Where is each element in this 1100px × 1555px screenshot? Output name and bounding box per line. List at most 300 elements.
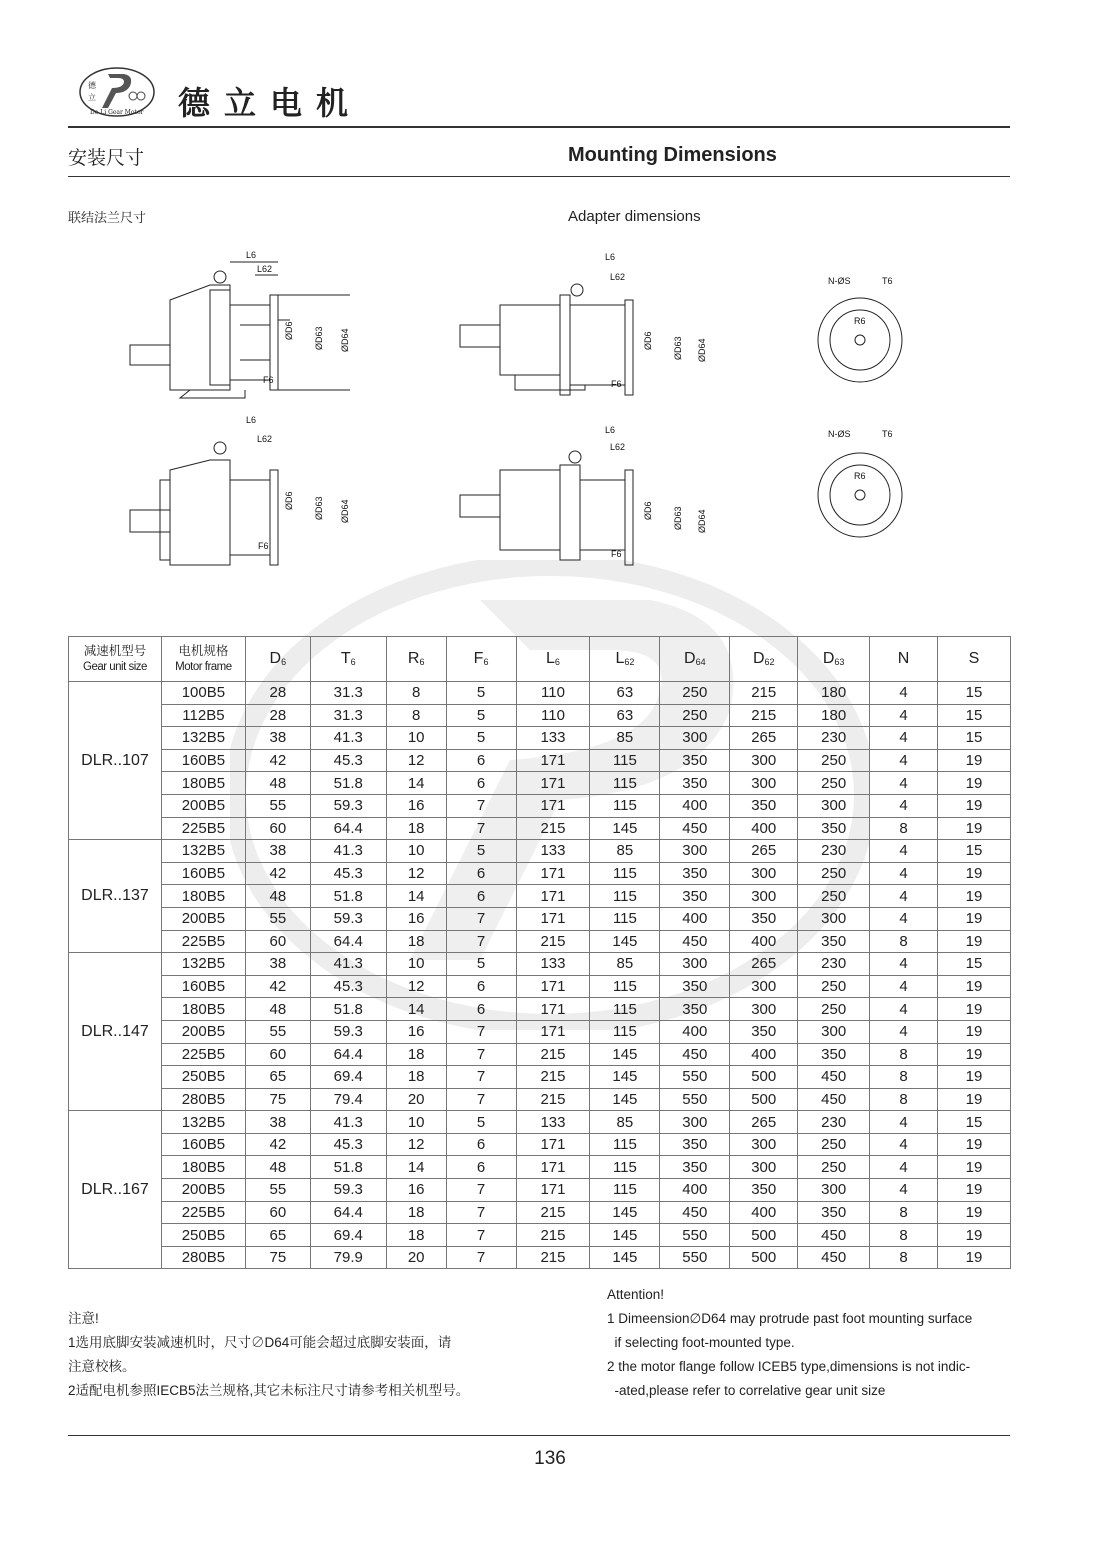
table-cell: 48	[245, 1156, 310, 1179]
table-cell: 400	[730, 817, 798, 840]
footer-divider	[68, 1435, 1010, 1436]
table-cell: 65	[245, 1066, 310, 1089]
table-cell: 171	[516, 1179, 590, 1202]
table-cell: 48	[245, 772, 310, 795]
column-header-subscript: 6	[350, 657, 356, 667]
table-cell: 115	[590, 1179, 660, 1202]
table-cell: 10	[386, 953, 446, 976]
table-cell: 300	[730, 1133, 798, 1156]
table-cell: 4	[870, 727, 938, 750]
table-cell: 60	[245, 817, 310, 840]
table-cell: 400	[660, 1179, 730, 1202]
svg-text:ØD63: ØD63	[314, 326, 324, 350]
table-cell: 300	[660, 953, 730, 976]
table-row	[69, 862, 1011, 885]
table-cell: 10	[386, 1111, 446, 1134]
table-cell: 4	[870, 953, 938, 976]
table-cell: 64.4	[310, 1201, 386, 1224]
table-cell: 8	[870, 1088, 938, 1111]
table-cell: 19	[938, 794, 1011, 817]
table-cell: 19	[938, 1224, 1011, 1247]
motor-frame-cell: 160B5	[161, 862, 245, 885]
svg-text:立: 立	[88, 93, 96, 102]
table-cell: 350	[730, 907, 798, 930]
table-cell: 6	[446, 998, 516, 1021]
table-row	[69, 1043, 1011, 1066]
notes-en-line: 2 the motor flange follow ICEB5 type,dimensions is not indic-	[607, 1359, 971, 1374]
table-cell: 171	[516, 772, 590, 795]
table-cell: 14	[386, 1156, 446, 1179]
table-cell: 85	[590, 953, 660, 976]
table-cell: 55	[245, 1179, 310, 1202]
motor-frame-cell: 160B5	[161, 749, 245, 772]
table-cell: 41.3	[310, 953, 386, 976]
table-cell: 4	[870, 975, 938, 998]
table-cell: 18	[386, 817, 446, 840]
motor-frame-cell: 180B5	[161, 998, 245, 1021]
table-cell: 171	[516, 1020, 590, 1043]
table-cell: 28	[245, 682, 310, 705]
svg-text:L62: L62	[257, 264, 273, 274]
table-cell: 6	[446, 772, 516, 795]
table-cell: 16	[386, 1020, 446, 1043]
table-cell: 300	[730, 975, 798, 998]
column-header-cn: 减速机型号	[83, 644, 147, 658]
svg-text:L6: L6	[605, 252, 616, 262]
column-header	[161, 637, 245, 682]
table-cell: 171	[516, 975, 590, 998]
table-cell: 250	[660, 682, 730, 705]
adapter-drawings	[120, 240, 920, 580]
table-cell: 5	[446, 1111, 516, 1134]
table-cell: 4	[870, 1020, 938, 1043]
table-cell: 65	[245, 1224, 310, 1247]
table-cell: 115	[590, 885, 660, 908]
svg-text:De Li Gear Motor: De Li Gear Motor	[90, 109, 144, 116]
table-cell: 7	[446, 1020, 516, 1043]
svg-text:ØD63: ØD63	[314, 496, 324, 520]
table-cell: 171	[516, 862, 590, 885]
table-row	[69, 1201, 1011, 1224]
column-header	[590, 637, 660, 682]
table-cell: 16	[386, 1179, 446, 1202]
table-cell: 64.4	[310, 817, 386, 840]
table-cell: 5	[446, 840, 516, 863]
table-cell: 250	[798, 975, 870, 998]
column-header-label: T	[340, 650, 351, 667]
table-cell: 8	[870, 1043, 938, 1066]
table-cell: 55	[245, 1020, 310, 1043]
table-row	[69, 1133, 1011, 1156]
column-header	[870, 637, 938, 682]
table-cell: 115	[590, 749, 660, 772]
column-header	[938, 637, 1011, 682]
motor-frame-cell: 250B5	[161, 1066, 245, 1089]
table-cell: 15	[938, 727, 1011, 750]
table-cell: 7	[446, 794, 516, 817]
drawing-flange-mounted	[460, 425, 707, 565]
table-cell: 4	[870, 794, 938, 817]
table-cell: 4	[870, 998, 938, 1021]
table-cell: 19	[938, 817, 1011, 840]
table-cell: 550	[660, 1224, 730, 1247]
table-cell: 7	[446, 1066, 516, 1089]
dimensions-table	[68, 636, 1011, 1269]
svg-text:L6: L6	[246, 250, 257, 260]
table-cell: 7	[446, 1224, 516, 1247]
column-header	[310, 637, 386, 682]
column-header-subscript: 6	[554, 657, 560, 667]
column-header	[386, 637, 446, 682]
column-header-en: Gear unit size	[83, 661, 147, 673]
table-cell: 215	[730, 682, 798, 705]
column-header-subscript: 6	[419, 657, 425, 667]
notes-cn-line: 注意校核。	[68, 1359, 136, 1374]
table-cell: 41.3	[310, 1111, 386, 1134]
svg-text:L62: L62	[257, 434, 273, 444]
table-cell: 230	[798, 953, 870, 976]
table-cell: 215	[516, 1224, 590, 1247]
notes-en-line: -ated,please refer to correlative gear unit size	[607, 1383, 886, 1398]
table-cell: 215	[516, 930, 590, 953]
table-cell: 6	[446, 1133, 516, 1156]
table-cell: 14	[386, 885, 446, 908]
table-cell: 171	[516, 998, 590, 1021]
table-cell: 42	[245, 862, 310, 885]
table-cell: 300	[660, 840, 730, 863]
table-cell: 350	[660, 749, 730, 772]
table-cell: 350	[730, 1020, 798, 1043]
motor-frame-cell: 200B5	[161, 794, 245, 817]
table-cell: 145	[590, 1246, 660, 1269]
table-cell: 350	[660, 862, 730, 885]
notes-cn-line: 2适配电机参照IECB5法兰规格,其它未标注尺寸请参考相关机型号。	[68, 1383, 470, 1398]
table-cell: 7	[446, 1246, 516, 1269]
column-header	[69, 637, 162, 682]
table-cell: 250	[798, 749, 870, 772]
table-cell: 7	[446, 930, 516, 953]
table-cell: 12	[386, 1133, 446, 1156]
table-cell: 230	[798, 727, 870, 750]
table-cell: 550	[660, 1088, 730, 1111]
table-cell: 110	[516, 682, 590, 705]
table-cell: 7	[446, 1201, 516, 1224]
table-cell: 115	[590, 998, 660, 1021]
table-cell: 8	[870, 817, 938, 840]
table-cell: 55	[245, 794, 310, 817]
table-cell: 10	[386, 727, 446, 750]
column-header-subscript: 63	[834, 657, 845, 667]
table-cell: 4	[870, 1156, 938, 1179]
table-cell: 230	[798, 1111, 870, 1134]
table-cell: 51.8	[310, 772, 386, 795]
column-header-subscript: 64	[695, 657, 706, 667]
table-cell: 51.8	[310, 998, 386, 1021]
table-cell: 60	[245, 930, 310, 953]
motor-frame-cell: 160B5	[161, 1133, 245, 1156]
svg-text:N-ØS: N-ØS	[828, 276, 851, 286]
table-cell: 300	[730, 885, 798, 908]
table-cell: 7	[446, 1043, 516, 1066]
table-cell: 19	[938, 930, 1011, 953]
table-cell: 4	[870, 682, 938, 705]
table-cell: 19	[938, 1088, 1011, 1111]
motor-frame-cell: 180B5	[161, 1156, 245, 1179]
column-header	[446, 637, 516, 682]
notes-en-line: 1 Dimeension∅D64 may protrude past foot mounting surface	[607, 1311, 973, 1326]
table-cell: 215	[730, 704, 798, 727]
table-cell: 48	[245, 885, 310, 908]
column-header	[798, 637, 870, 682]
table-cell: 250	[798, 998, 870, 1021]
table-cell: 300	[660, 1111, 730, 1134]
table-cell: 16	[386, 907, 446, 930]
table-cell: 20	[386, 1088, 446, 1111]
table-cell: 500	[730, 1246, 798, 1269]
table-cell: 350	[798, 1201, 870, 1224]
header-divider	[68, 126, 1010, 128]
table-row	[69, 1224, 1011, 1247]
table-cell: 45.3	[310, 1133, 386, 1156]
table-row	[69, 953, 1011, 976]
table-cell: 500	[730, 1088, 798, 1111]
table-cell: 265	[730, 953, 798, 976]
table-cell: 4	[870, 704, 938, 727]
table-cell: 63	[590, 704, 660, 727]
table-cell: 115	[590, 862, 660, 885]
svg-text:L62: L62	[610, 442, 626, 452]
table-cell: 215	[516, 1088, 590, 1111]
table-cell: 8	[386, 704, 446, 727]
subtitle-en: Adapter dimensions	[568, 208, 701, 225]
table-cell: 19	[938, 749, 1011, 772]
table-header-row	[69, 637, 1011, 682]
table-cell: 19	[938, 1201, 1011, 1224]
svg-text:T6: T6	[882, 429, 893, 439]
table-cell: 350	[798, 1043, 870, 1066]
table-cell: 115	[590, 794, 660, 817]
table-cell: 55	[245, 907, 310, 930]
table-cell: 133	[516, 840, 590, 863]
table-row	[69, 975, 1011, 998]
table-cell: 171	[516, 749, 590, 772]
svg-text:ØD6: ØD6	[643, 501, 653, 520]
table-cell: 115	[590, 1020, 660, 1043]
table-cell: 4	[870, 885, 938, 908]
table-cell: 550	[660, 1066, 730, 1089]
table-cell: 20	[386, 1246, 446, 1269]
table-cell: 300	[730, 749, 798, 772]
svg-text:ØD6: ØD6	[284, 321, 294, 340]
table-cell: 450	[660, 930, 730, 953]
table-cell: 19	[938, 772, 1011, 795]
table-cell: 85	[590, 727, 660, 750]
table-cell: 19	[938, 1246, 1011, 1269]
svg-text:ØD64: ØD64	[340, 328, 350, 352]
notes-en-line: if selecting foot-mounted type.	[607, 1335, 795, 1350]
table-cell: 400	[730, 930, 798, 953]
table-cell: 85	[590, 840, 660, 863]
table-cell: 45.3	[310, 975, 386, 998]
table-row	[69, 930, 1011, 953]
column-header-label: L	[615, 650, 625, 667]
table-cell: 4	[870, 749, 938, 772]
table-cell: 400	[660, 907, 730, 930]
motor-frame-cell: 132B5	[161, 1111, 245, 1134]
table-cell: 8	[870, 1066, 938, 1089]
motor-frame-cell: 132B5	[161, 953, 245, 976]
table-cell: 145	[590, 1066, 660, 1089]
table-cell: 14	[386, 998, 446, 1021]
table-cell: 51.8	[310, 1156, 386, 1179]
table-cell: 115	[590, 772, 660, 795]
table-cell: 300	[798, 907, 870, 930]
table-cell: 7	[446, 907, 516, 930]
table-cell: 215	[516, 1043, 590, 1066]
table-cell: 15	[938, 682, 1011, 705]
table-cell: 59.3	[310, 907, 386, 930]
table-cell: 8	[870, 1246, 938, 1269]
table-row	[69, 1066, 1011, 1089]
table-cell: 42	[245, 749, 310, 772]
svg-text:L62: L62	[610, 272, 626, 282]
table-cell: 215	[516, 817, 590, 840]
table-cell: 18	[386, 1224, 446, 1247]
table-cell: 69.4	[310, 1224, 386, 1247]
table-row	[69, 1246, 1011, 1269]
gear-unit-size-cell: DLR..137	[69, 840, 162, 953]
motor-frame-cell: 225B5	[161, 817, 245, 840]
table-cell: 133	[516, 953, 590, 976]
table-cell: 400	[660, 794, 730, 817]
table-row	[69, 749, 1011, 772]
column-header-label: D	[684, 650, 696, 667]
table-cell: 250	[798, 862, 870, 885]
svg-text:L6: L6	[605, 425, 616, 435]
table-row	[69, 772, 1011, 795]
table-cell: 5	[446, 727, 516, 750]
table-cell: 350	[660, 1156, 730, 1179]
column-header-label: N	[897, 650, 910, 667]
table-cell: 60	[245, 1043, 310, 1066]
table-cell: 5	[446, 704, 516, 727]
svg-text:R6: R6	[854, 471, 866, 481]
table-cell: 350	[730, 794, 798, 817]
table-cell: 4	[870, 1111, 938, 1134]
table-cell: 300	[730, 772, 798, 795]
table-cell: 110	[516, 704, 590, 727]
motor-frame-cell: 225B5	[161, 930, 245, 953]
column-header-label: R	[407, 650, 420, 667]
table-cell: 265	[730, 727, 798, 750]
column-header-subscript: 6	[281, 657, 287, 667]
table-cell: 18	[386, 930, 446, 953]
motor-frame-cell: 132B5	[161, 727, 245, 750]
column-header	[245, 637, 310, 682]
column-header-label: D	[822, 650, 835, 667]
table-cell: 500	[730, 1066, 798, 1089]
table-cell: 41.3	[310, 727, 386, 750]
table-cell: 400	[730, 1043, 798, 1066]
table-cell: 38	[245, 727, 310, 750]
column-header-subscript: 6	[483, 657, 489, 667]
table-cell: 145	[590, 1043, 660, 1066]
svg-text:T6: T6	[882, 276, 893, 286]
table-cell: 42	[245, 975, 310, 998]
table-cell: 250	[798, 772, 870, 795]
table-cell: 450	[660, 1043, 730, 1066]
table-cell: 450	[798, 1246, 870, 1269]
table-cell: 4	[870, 1133, 938, 1156]
column-header	[516, 637, 590, 682]
table-cell: 75	[245, 1246, 310, 1269]
table-cell: 14	[386, 772, 446, 795]
table-cell: 8	[870, 930, 938, 953]
motor-frame-cell: 250B5	[161, 1224, 245, 1247]
motor-frame-cell: 200B5	[161, 1020, 245, 1043]
table-cell: 63	[590, 682, 660, 705]
table-row	[69, 1088, 1011, 1111]
table-cell: 12	[386, 975, 446, 998]
table-cell: 133	[516, 1111, 590, 1134]
table-cell: 38	[245, 1111, 310, 1134]
table-cell: 10	[386, 840, 446, 863]
table-cell: 75	[245, 1088, 310, 1111]
table-cell: 19	[938, 1133, 1011, 1156]
table-cell: 350	[798, 930, 870, 953]
table-cell: 171	[516, 1133, 590, 1156]
gear-unit-size-cell: DLR..167	[69, 1111, 162, 1269]
motor-frame-cell: 280B5	[161, 1246, 245, 1269]
table-cell: 250	[798, 885, 870, 908]
motor-frame-cell: 225B5	[161, 1043, 245, 1066]
table-cell: 4	[870, 1179, 938, 1202]
table-row	[69, 907, 1011, 930]
table-cell: 250	[798, 1156, 870, 1179]
notes-en-title: Attention!	[607, 1287, 665, 1302]
table-cell: 48	[245, 998, 310, 1021]
drawing-flange-2	[818, 429, 902, 537]
table-cell: 19	[938, 885, 1011, 908]
column-header	[730, 637, 798, 682]
table-cell: 550	[660, 1246, 730, 1269]
table-cell: 350	[798, 817, 870, 840]
table-row	[69, 817, 1011, 840]
svg-text:F6: F6	[263, 375, 274, 385]
table-cell: 400	[730, 1201, 798, 1224]
table-cell: 59.3	[310, 1020, 386, 1043]
table-cell: 7	[446, 1179, 516, 1202]
page-number: 136	[534, 1448, 566, 1469]
table-row	[69, 885, 1011, 908]
motor-frame-cell: 160B5	[161, 975, 245, 998]
table-cell: 300	[798, 1179, 870, 1202]
table-cell: 5	[446, 953, 516, 976]
table-cell: 19	[938, 1043, 1011, 1066]
drawing-flange-1	[818, 276, 902, 382]
column-header-label: L	[546, 650, 555, 667]
table-cell: 18	[386, 1066, 446, 1089]
table-cell: 265	[730, 1111, 798, 1134]
svg-text:ØD6: ØD6	[643, 331, 653, 350]
table-cell: 15	[938, 704, 1011, 727]
notes-en	[607, 1283, 972, 1403]
table-cell: 19	[938, 862, 1011, 885]
drawing-foot-mounted-1	[130, 250, 350, 398]
table-cell: 19	[938, 1179, 1011, 1202]
svg-text:F6: F6	[611, 379, 622, 389]
svg-text:F6: F6	[258, 541, 269, 551]
